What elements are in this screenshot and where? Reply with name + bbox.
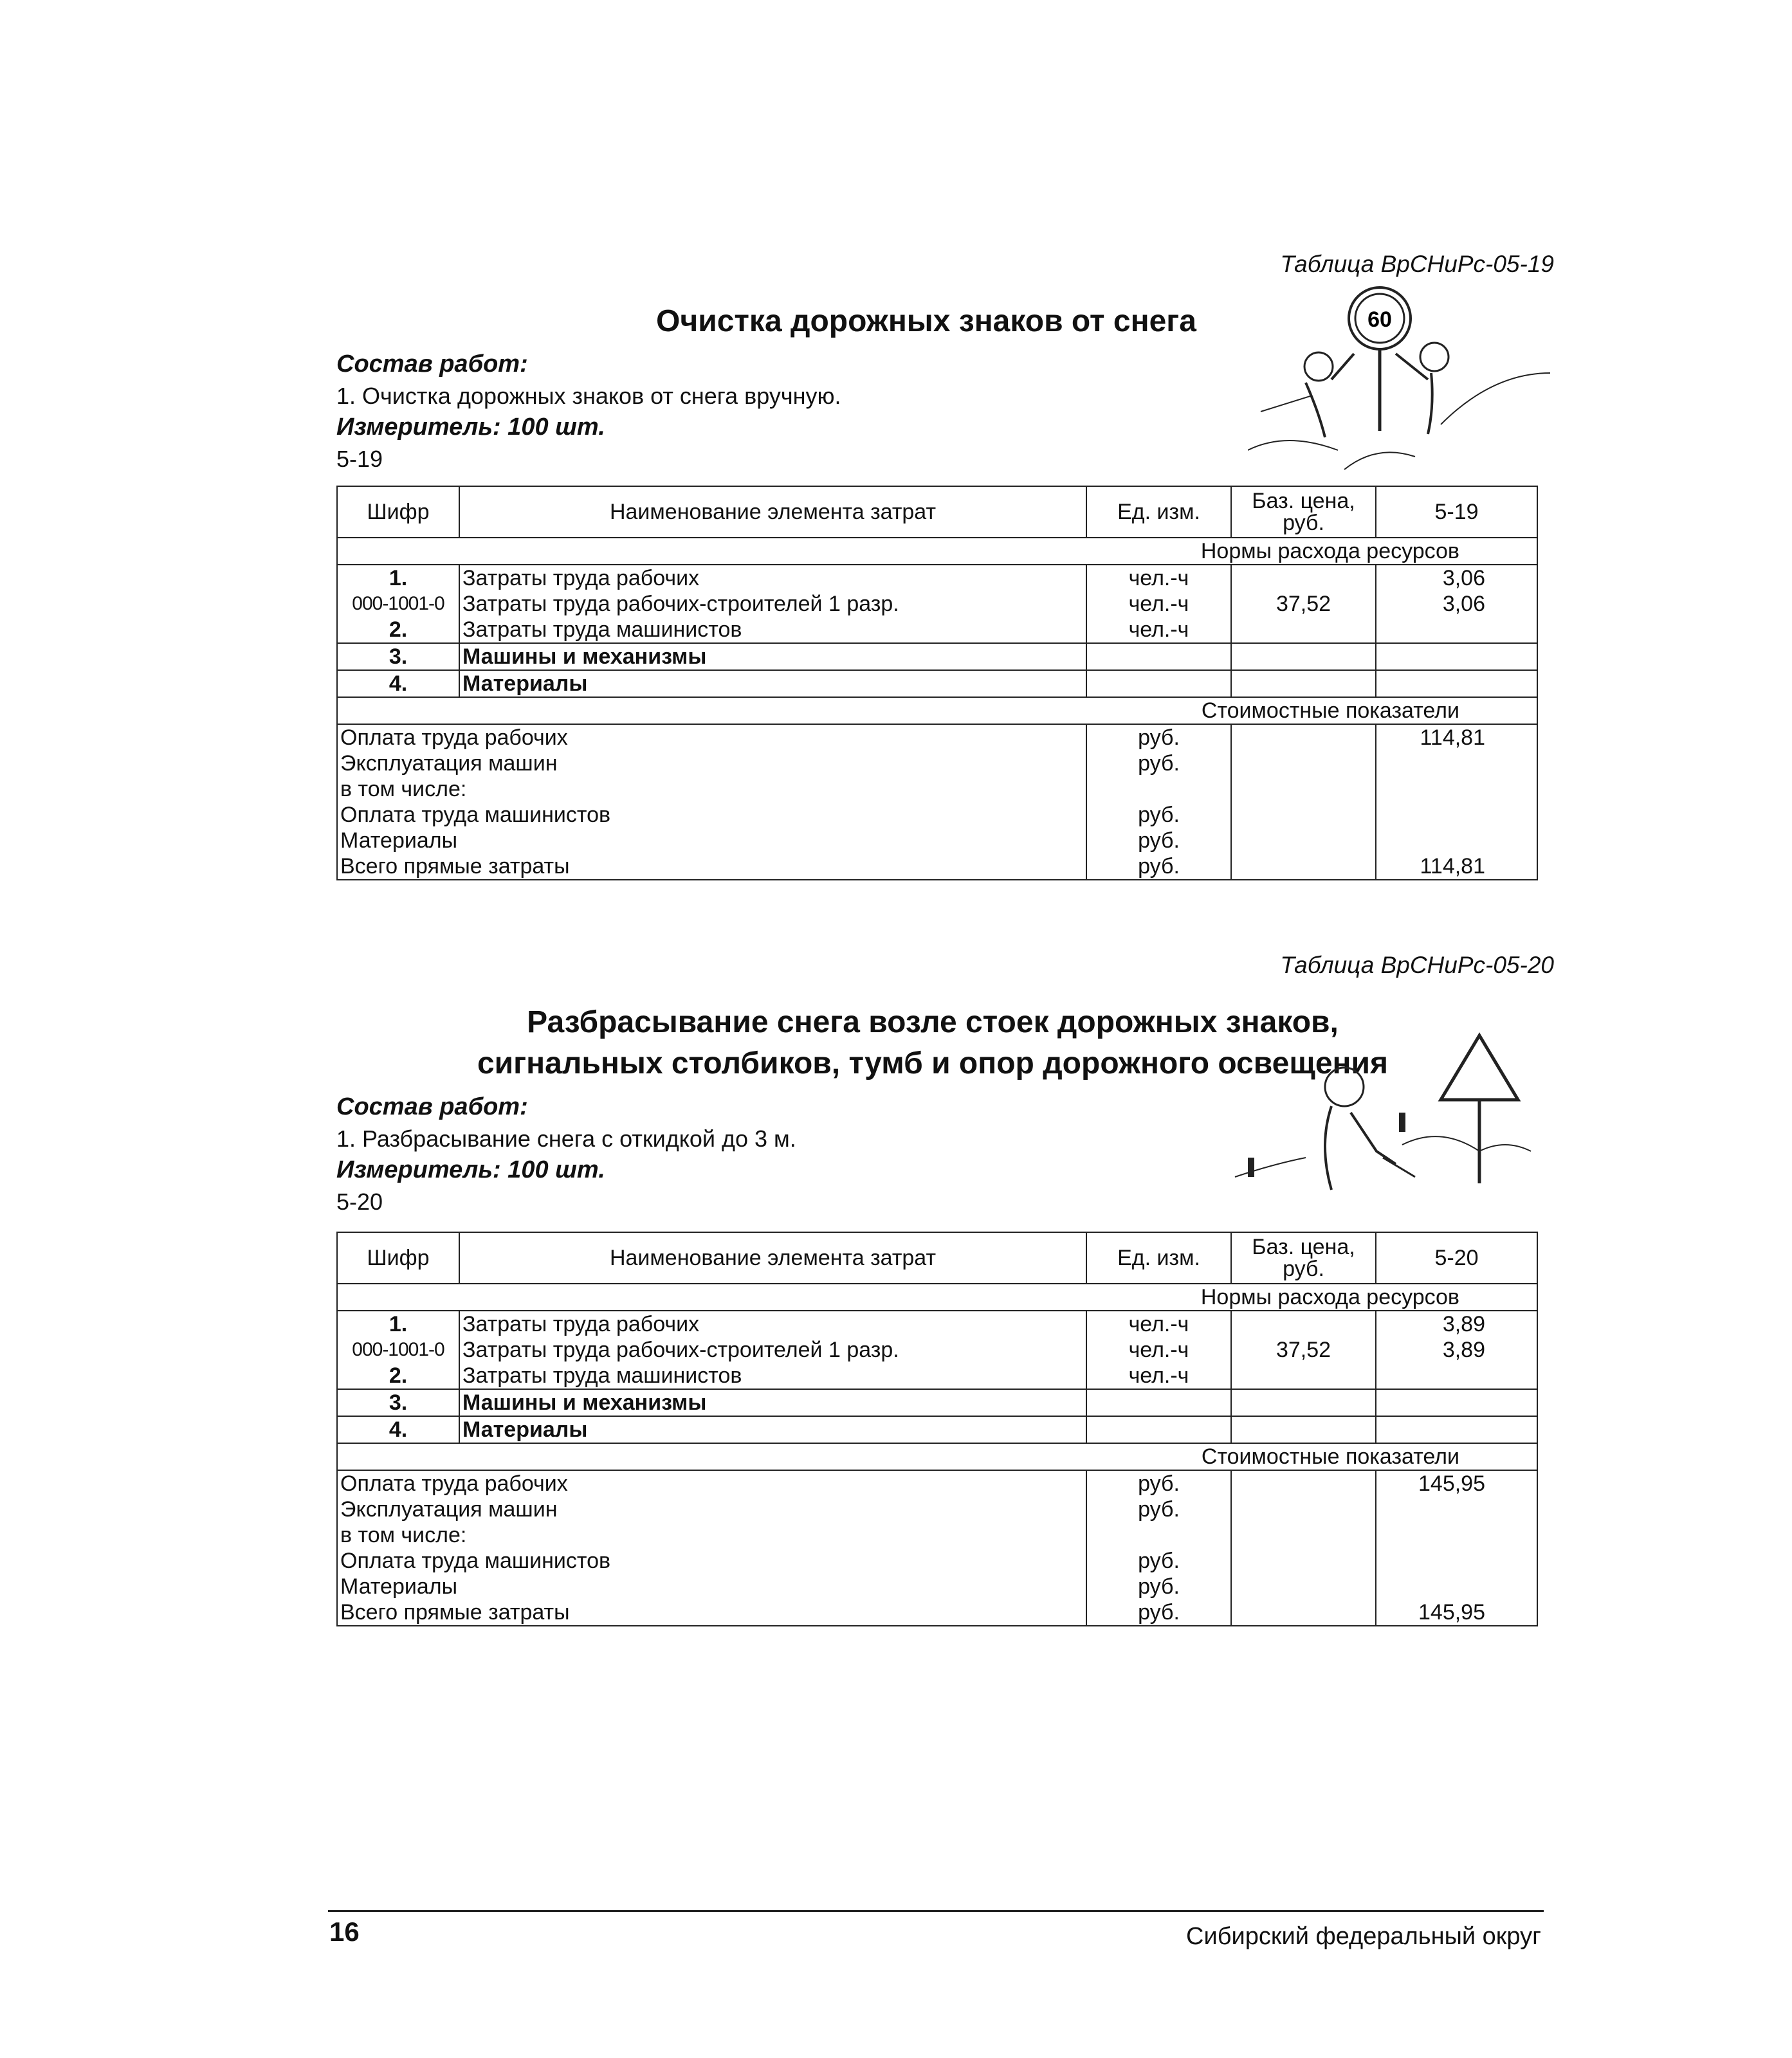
header-code: 5-19 [1376, 486, 1537, 538]
header-unit: Ед. изм. [1086, 1232, 1231, 1284]
header-price: Баз. цена, руб. [1231, 486, 1376, 538]
snow-cleaning-illustration [1248, 283, 1550, 476]
table-row: 4. Материалы [337, 1416, 1537, 1443]
header-code: 5-20 [1376, 1232, 1537, 1284]
page-number: 16 [329, 1917, 360, 1947]
table-row: 3. Машины и механизмы [337, 1389, 1537, 1416]
composition-heading: Состав работ: [336, 351, 528, 378]
cost-row: Оплата труда рабочих руб. 145,95 [337, 1470, 1537, 1497]
header-cipher: Шифр [337, 486, 459, 538]
table-row: 000-1001-0 Затраты труда рабочих-строителей 1 разр. чел.-ч 37,52 3,89 [337, 1337, 1537, 1363]
section-title: Очистка дорожных знаков от снега [656, 304, 1196, 338]
cost-row: Оплата труда рабочих руб. 114,81 [337, 724, 1537, 751]
header-name: Наименование элемента затрат [459, 486, 1086, 538]
table-row: 2. Затраты труда машинистов чел.-ч [337, 617, 1537, 643]
section-title-line-2: сигнальных столбиков, тумб и опор дорожного освещения [477, 1046, 1389, 1080]
measure: Измеритель: 100 шт. [336, 1156, 605, 1183]
cost-heading: Стоимостные показатели [337, 697, 1537, 724]
table-row: 4. Материалы [337, 670, 1537, 697]
snow-shoveling-illustration [1222, 1029, 1544, 1209]
cost-heading: Стоимостные показатели [337, 1443, 1537, 1470]
composition-item: 1. Очистка дорожных знаков от снега вручную. [336, 383, 841, 409]
code-label: 5-19 [336, 446, 383, 472]
cost-row: Оплата труда машинистов руб. [337, 802, 1537, 828]
cost-row: Всего прямые затраты руб. 114,81 [337, 853, 1537, 880]
code-label: 5-20 [336, 1188, 383, 1215]
norms-table [336, 1232, 1538, 1626]
table-label: Таблица ВрСНиРс-05-20 [1280, 952, 1554, 978]
norms-table [336, 486, 1538, 880]
cost-row: Материалы руб. [337, 828, 1537, 853]
warning-sign-icon [1441, 1035, 1518, 1100]
cost-row: в том числе: [337, 776, 1537, 802]
norms-heading: Нормы расхода ресурсов [337, 1284, 1537, 1311]
cost-row: Эксплуатация машин руб. [337, 751, 1537, 776]
cost-row: в том числе: [337, 1522, 1537, 1548]
section-title-line-1: Разбрасывание снега возле стоек дорожных знаков, [527, 1005, 1339, 1039]
header-cipher: Шифр [337, 1232, 459, 1284]
footer-divider [328, 1910, 1544, 1912]
sign-number: 60 [1367, 307, 1392, 332]
table-row: 1. Затраты труда рабочих чел.-ч 3,89 [337, 1311, 1537, 1337]
table-row: 2. Затраты труда машинистов чел.-ч [337, 1363, 1537, 1389]
measure: Измеритель: 100 шт. [336, 414, 605, 441]
table-row: 1. Затраты труда рабочих чел.-ч 3,06 [337, 565, 1537, 591]
header-name: Наименование элемента затрат [459, 1232, 1086, 1284]
footer-region: Сибирский федеральный округ [1186, 1923, 1541, 1950]
header-price: Баз. цена, руб. [1231, 1232, 1376, 1284]
norms-heading: Нормы расхода ресурсов [337, 538, 1537, 565]
cost-row: Оплата труда машинистов руб. [337, 1548, 1537, 1574]
cost-row: Эксплуатация машин руб. [337, 1497, 1537, 1522]
table-label: Таблица ВрСНиРс-05-19 [1280, 251, 1554, 277]
table-row: 3. Машины и механизмы [337, 643, 1537, 670]
cost-row: Всего прямые затраты руб. 145,95 [337, 1599, 1537, 1626]
table-row: 000-1001-0 Затраты труда рабочих-строителей 1 разр. чел.-ч 37,52 3,06 [337, 591, 1537, 617]
composition-heading: Состав работ: [336, 1093, 528, 1120]
composition-item: 1. Разбрасывание снега с откидкой до 3 м. [336, 1125, 796, 1152]
cost-row: Материалы руб. [337, 1574, 1537, 1599]
header-unit: Ед. изм. [1086, 486, 1231, 538]
